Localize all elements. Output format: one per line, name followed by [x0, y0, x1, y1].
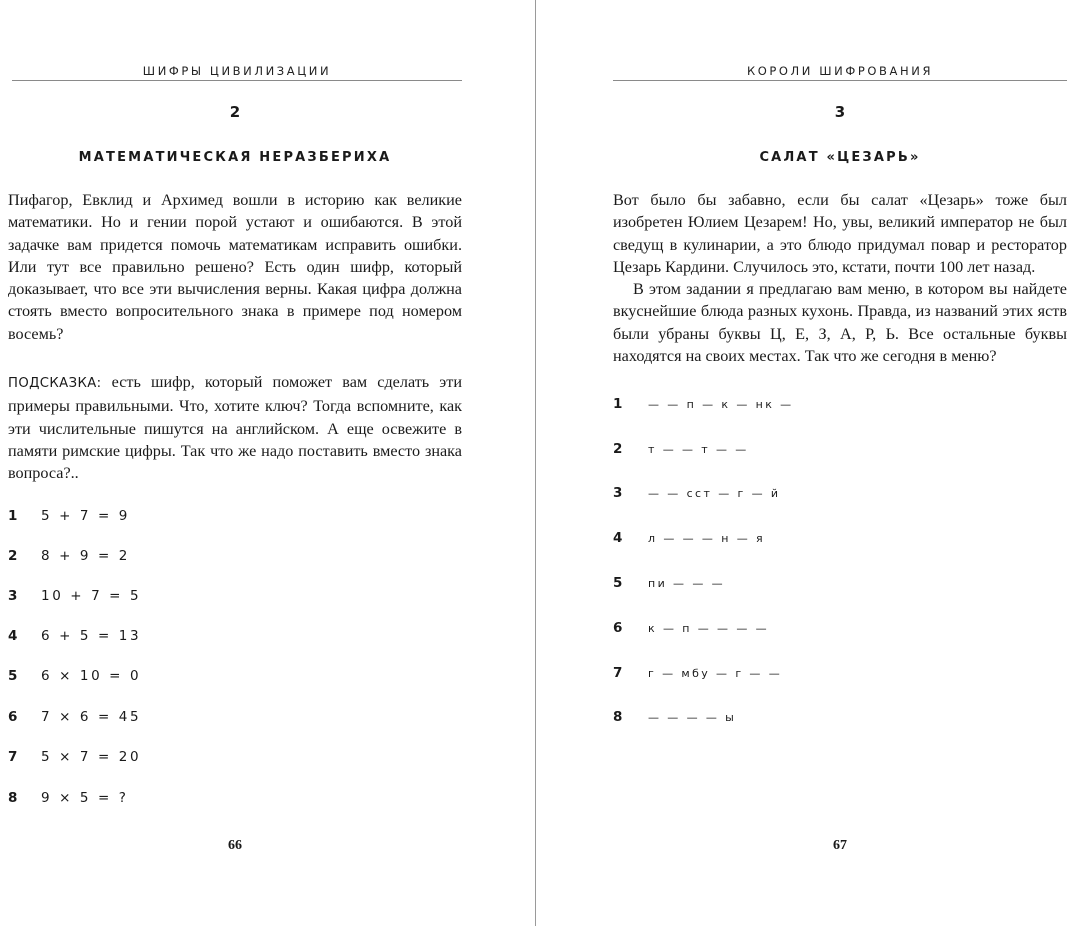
list-item: [8, 788, 129, 808]
task-paragraph: В этом задании я предлагаю вам меню, в котором вы найдете вкуснейшие блюда разных кухонь. Правда, из названий этих яств были убраны буквы Ц, Е, З, А, Р, Ь. Все остальные буквы находятся на своих местах. Так что же сегодня в меню?: [613, 280, 1067, 365]
item-number: 5: [613, 575, 623, 591]
item-number: 7: [613, 665, 623, 681]
item-number: 6: [613, 620, 623, 636]
item-number: 4: [613, 530, 623, 546]
hint-text: есть шифр, который поможет вам сделать эти примеры правильными. Что, хотите ключ? Тогда вспомните, как эти числительные пишутся на английском. А еще освежите в памяти римские цифры. Так что же надо поставить вместо знака вопроса?..: [8, 373, 462, 483]
equation: 10 + 7 = 5: [41, 588, 142, 604]
puzzle-number: 3: [834, 103, 846, 121]
item-number: 1: [8, 508, 18, 524]
item-number: 7: [8, 749, 18, 765]
equation: 7 × 6 = 45: [41, 709, 142, 725]
masked-dish-name: г — мбу — г — —: [648, 666, 783, 680]
masked-dish-name: пи — — —: [648, 576, 726, 590]
puzzle-number: 2: [229, 103, 241, 121]
equation: 5 + 7 = 9: [41, 508, 130, 524]
running-head: ШИФРЫ ЦИВИЛИЗАЦИИ: [142, 64, 332, 78]
list-item: [613, 394, 794, 414]
equation: 5 × 7 = 20: [41, 749, 142, 765]
item-number: 4: [8, 628, 18, 644]
intro-paragraph: Пифагор, Евклид и Архимед вошли в историю как великие математики. Но и гении порой устают и ошибаются. В этой задачке вам придется помочь математикам исправить ошибки. Или тут все правильно решено? Есть один шифр, который доказывает, что все эти вычисления верны. Какая цифра должна стоять вместо вопросительного знака в примере под номером восемь?: [8, 191, 462, 343]
list-item: [8, 586, 141, 606]
hint-paragraph: [8, 371, 462, 484]
left-page: [8, 0, 462, 926]
masked-dish-name: л — — — н — я: [648, 531, 766, 545]
page-number: 66: [228, 838, 242, 853]
list-item: [8, 506, 130, 526]
equation: 9 × 5 = ?: [41, 790, 129, 806]
page-number: 67: [833, 838, 847, 853]
equation: 6 + 5 = 13: [41, 628, 142, 644]
list-item: [613, 707, 736, 727]
running-head: КОРОЛИ ШИФРОВАНИЯ: [746, 64, 934, 78]
list-item: [8, 546, 130, 566]
item-number: 5: [8, 668, 18, 684]
masked-dish-name: — — п — к — нк —: [648, 397, 794, 411]
header-rule: [12, 80, 462, 81]
list-item: [613, 663, 782, 683]
list-item: [8, 666, 141, 686]
item-number: 3: [613, 485, 623, 501]
equation: 6 × 10 = 0: [41, 668, 142, 684]
list-item: [613, 439, 749, 459]
item-number: 1: [613, 396, 623, 412]
masked-dish-name: — — сст — г — й: [648, 486, 781, 500]
equation: 8 + 9 = 2: [41, 548, 130, 564]
right-page: [613, 0, 1067, 926]
list-item: [8, 747, 141, 767]
item-number: 3: [8, 588, 18, 604]
list-item: [8, 626, 141, 646]
item-number: 8: [8, 790, 18, 806]
list-item: [613, 618, 769, 638]
item-number: 2: [613, 441, 623, 457]
puzzle-title: САЛАТ «ЦЕЗАРЬ»: [759, 150, 921, 165]
hint-label: ПОДСКАЗКА:: [8, 376, 102, 391]
masked-dish-name: т — — т — —: [648, 442, 749, 456]
story-paragraph: Вот было бы забавно, если бы салат «Цезарь» тоже был изобретен Юлием Цезарем! Но, увы, великий император не был сведущ в кулинарии, а это блюдо придумал повар и ресторатор Цезарь Кардини. Случилось это, кстати, почти 100 лет назад.: [613, 191, 1067, 276]
puzzle-title: МАТЕМАТИЧЕСКАЯ НЕРАЗБЕРИХА: [78, 150, 392, 165]
item-number: 2: [8, 548, 18, 564]
item-number: 8: [613, 709, 623, 725]
item-number: 6: [8, 709, 18, 725]
masked-dish-name: — — — — ы: [648, 710, 737, 724]
list-item: [613, 483, 780, 503]
list-item: [8, 707, 141, 727]
header-rule: [613, 80, 1067, 81]
book-spine: [535, 0, 536, 926]
masked-dish-name: к — п — — — —: [648, 621, 770, 635]
list-item: [613, 573, 725, 593]
list-item: [613, 528, 765, 548]
